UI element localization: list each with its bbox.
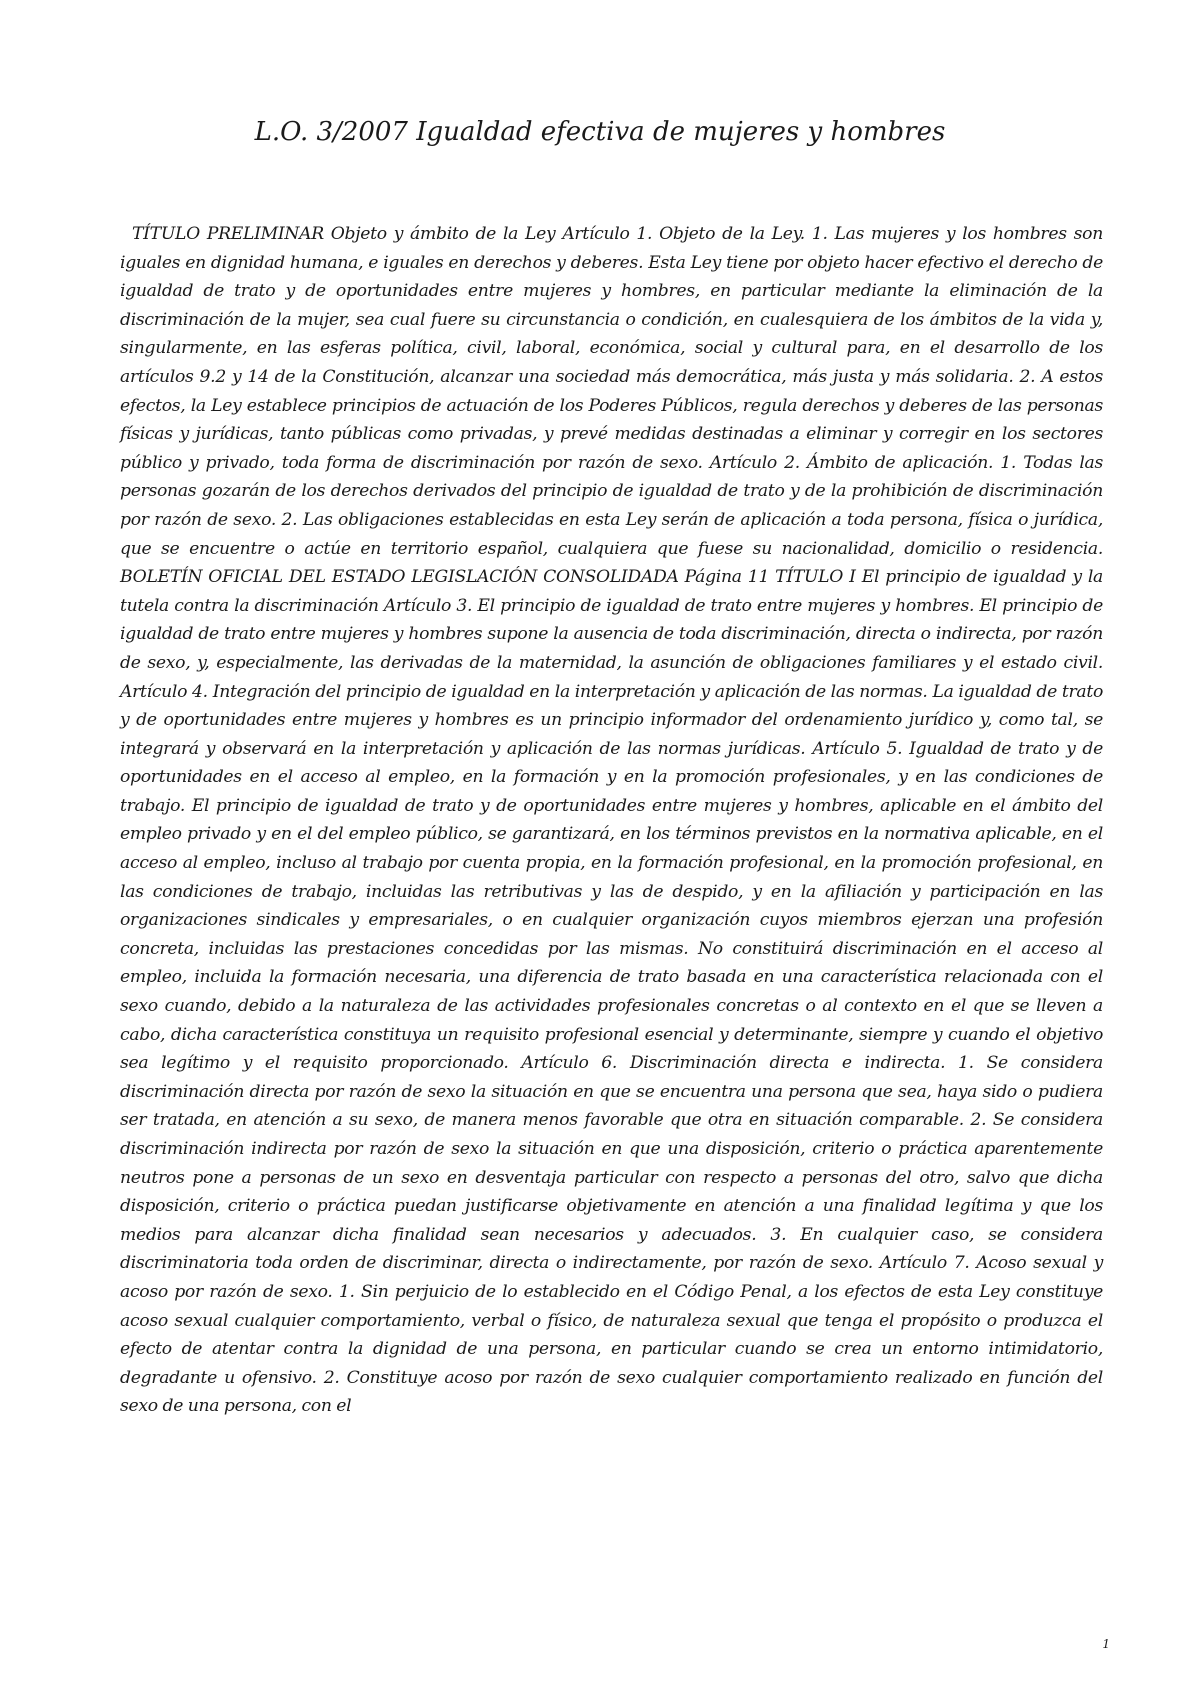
document-body-paragraph: TÍTULO PRELIMINAR Objeto y ámbito de la Ley Artículo 1. Objeto de la Ley. 1. Las mujeres y los hombres son iguales en dignidad humana, e iguales en derechos y deberes. Esta Ley tiene por objeto hacer efectivo el derecho de igualdad de trato y de oportunidades entre mujeres y hombres, en particular mediante la eliminación de la discriminación de la mujer, sea cual fuere su circunstancia o condición, en cualesquiera de los ámbitos de la vida y, singularmente, en las esferas política, civil, laboral, económica, social y cultural para, en el desarrollo de los artículos 9.2 y 14 de la Constitución, alcanzar una sociedad más democrática, más justa y más solidaria. 2. A estos efectos, la Ley establece principios de actuación de los Poderes Públicos, regula derechos y deberes de las personas físicas y jurídicas, tanto públicas como privadas, y prevé medidas destinadas a eliminar y corregir en los sectores público y privado, toda forma de discriminación por razón de sexo. Artículo 2. Ámbito de aplicación. 1. Todas las personas gozarán de los derechos derivados del principio de igualdad de trato y de la prohibición de discriminación por razón de sexo. 2. Las obligaciones establecidas en esta Ley serán de aplicación a toda persona, física o jurídica, que se encuentre o actúe en territorio español, cualquiera que fuese su nacionalidad, domicilio o residencia. BOLETÍN OFICIAL DEL ESTADO LEGISLACIÓN CONSOLIDADA Página 11 TÍTULO I El principio de igualdad y la tutela contra la discriminación Artículo 3. El principio de igualdad de trato entre mujeres y hombres. El principio de igualdad de trato entre mujeres y hombres supone la ausencia de toda discriminación, directa o indirecta, por razón de sexo, y, especialmente, las derivadas de la maternidad, la asunción de obligaciones familiares y el estado civil. Artículo 4. Integración del principio de igualdad en la interpretación y aplicación de las normas. La igualdad de trato y de oportunidades entre mujeres y hombres es un principio informador del ordenamiento jurídico y, como tal, se integrará y observará en la interpretación y aplicación de las normas jurídicas. Artículo 5. Igualdad de trato y de oportunidades en el acceso al empleo, en la formación y en la promoción profesionales, y en las condiciones de trabajo. El principio de igualdad de trato y de oportunidades entre mujeres y hombres, aplicable en el ámbito del empleo privado y en el del empleo público, se garantizará, en los términos previstos en la normativa aplicable, en el acceso al empleo, incluso al trabajo por cuenta propia, en la formación profesional, en la promoción profesional, en las condiciones de trabajo, incluidas las retributivas y las de despido, y en la afiliación y participación en las organizaciones sindicales y empresariales, o en cualquier organización cuyos miembros ejerzan una profesión concreta, incluidas las prestaciones concedidas por las mismas. No constituirá discriminación en el acceso al empleo, incluida la formación necesaria, una diferencia de trato basada en una característica relacionada con el sexo cuando, debido a la naturaleza de las actividades profesionales concretas o al contexto en el que se lleven a cabo, dicha característica constituya un requisito profesional esencial y determinante, siempre y cuando el objetivo sea legítimo y el requisito proporcionado. Artículo 6. Discriminación directa e indirecta. 1. Se considera discriminación directa por razón de sexo la situación en que se encuentra una persona que sea, haya sido o pudiera ser tratada, en atención a su sexo, de manera menos favorable que otra en situación comparable. 2. Se considera discriminación indirecta por razón de sexo la situación en que una disposición, criterio o práctica aparentemente neutros pone a personas de un sexo en desventaja particular con respecto a personas del otro, salvo que dicha disposición, criterio o práctica puedan justificarse objetivamente en atención a una finalidad legítima y que los medios para alcanzar dicha finalidad sean necesarios y adecuados. 3. En cualquier caso, se considera discriminatoria toda orden de discriminar, directa o indirectamente, por razón de sexo. Artículo 7. Acoso sexual y acoso por razón de sexo. 1. Sin perjuicio de lo establecido en el Código Penal, a los efectos de esta Ley constituye acoso sexual cualquier comportamiento, verbal o físico, de naturaleza sexual que tenga el propósito o produzca el efecto de atentar contra la dignidad de una persona, en particular cuando se crea un entorno intimidatorio, degradante u ofensivo. 2. Constituye acoso por razón de sexo cualquier comportamiento realizado en función del sexo de una persona, con el [120, 224, 1103, 1417]
page-number: 1 [1102, 1637, 1110, 1651]
document-title: L.O. 3/2007 Igualdad efectiva de mujeres y hombres [254, 117, 946, 147]
